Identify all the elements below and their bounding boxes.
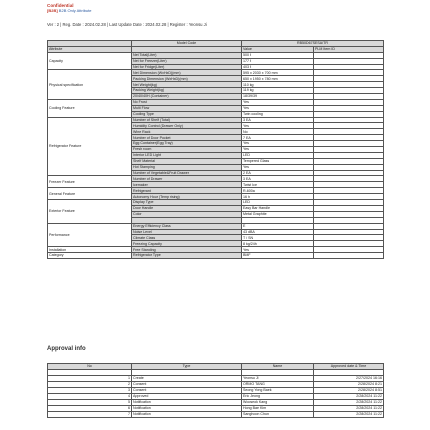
spec-value: 650 x 1950 x 780 mm [242,76,314,82]
spec-value: Tempered Glass [242,158,314,164]
spec-item: Fresh room [132,147,242,153]
spec-item: Cooling Type [132,111,242,117]
spec-item: Number of Drawer [132,176,242,182]
b2b-text: B2B Only Attribute [58,8,92,13]
spec-value: R-600a [242,188,314,194]
confidential-label: Confidential [47,3,74,8]
spec-item: Egg Container(Egg Tray) [132,141,242,147]
spec-value: Metal Graphite [242,211,314,217]
approval-date: 2/28/2024 11:22 [314,393,384,399]
spec-value: No [242,129,314,135]
spec-value: Twist Ice [242,182,314,188]
spec-value: Yes [242,141,314,147]
approval-no: 7 [48,411,132,417]
spec-category: Capacity [48,52,132,70]
approval-name: Eric Jeong [242,393,314,399]
spec-value: 7 EA [242,135,314,141]
approval-no: 3 [48,387,132,393]
approval-date: 2/28/2024 8:21 [314,381,384,387]
spec-value: E [242,223,314,229]
spec-item: Net Weight(kg) [132,82,242,88]
spec-item: Energy Efficiency Class [132,223,242,229]
approval-title: Approval info [47,346,86,352]
spec-item: Free Standing [132,247,242,253]
spec-value: Yes [242,105,314,111]
spec-value: LED [242,200,314,206]
spec-item: Hot Stamping [132,164,242,170]
spec-value: 119 kg [242,88,314,94]
approval-date: 2/28/2024 11:22 [314,399,384,405]
approval-name: Hong Bae Kim [242,405,314,411]
approval-name: ORMO TANG [242,381,314,387]
spec-value: Easy Bar Handle [242,205,314,211]
b2b-note [47,8,91,13]
spec-category: Performance [48,223,132,247]
approval-header-cell: Approved date & Time [314,364,384,370]
spec-item: Color [132,211,242,217]
spec-item: Refrigerator Type [132,253,242,259]
b2b-tag: [B2B] [47,8,58,13]
spec-item: Number of Vegetable&Fruit Drawer [132,170,242,176]
approval-type: Notification [132,399,242,405]
spec-item: Humidity Control (Drawer Only) [132,123,242,129]
spec-value: Twin cooling [242,111,314,117]
spec-item: Noise Level [132,229,242,235]
approval-name: Wooseok Kang [242,399,314,405]
spec-item: Net Total(Liter) [132,52,242,58]
spec-value: 403 ℓ [242,64,314,70]
spec-value: 110 kg [242,82,314,88]
spec-item: Net Dimension (WxHxD)(mm) [132,70,242,76]
spec-category: Category [48,253,132,259]
spec-table [47,40,384,259]
approval-type: Consent [132,387,242,393]
spec-header-cell: Attribute [48,46,132,52]
spec-item: Number of Shelf (Total) [132,117,242,123]
spec-value: 16 h [242,194,314,200]
spec-item: Display Type [132,200,242,206]
approval-date: 2/28/2024 11:22 [314,405,384,411]
spec-item: Refrigerant [132,188,242,194]
spec-category: Refrigerator Feature [48,117,132,176]
model-code-value: RB50D67SESA/TR [242,41,384,47]
spec-item: Wine Rack [132,129,242,135]
approval-name: Seong Yong Baek [242,387,314,393]
approval-header-cell: Name [242,364,314,370]
spec-header-cell: PLM Item ID [314,46,384,52]
spec-value: 3 EA [242,117,314,123]
spec-value: T / SN [242,235,314,241]
approval-name: Yeonsu Ji [242,375,314,381]
spec-value: Yes [242,99,314,105]
approval-header-cell: Type [132,364,242,370]
spec-item: Packing Dimension (WxHxD)(mm) [132,76,242,82]
spec-value: 2 EA [242,170,314,176]
spec-value: Yes [242,164,314,170]
spec-value: 3 EA [242,176,314,182]
approval-no: 1 [48,375,132,381]
approval-type: Notification [132,411,242,417]
spec-value: LED [242,152,314,158]
spec-item: Door Handle [132,205,242,211]
approval-date: 2/28/2024 11:22 [314,411,384,417]
spec-header-cell: Value [242,46,314,52]
spec-value: 18/39/39 [242,94,314,100]
spec-item: Interior LED Light [132,152,242,158]
spec-value: BMF [242,253,314,259]
spec-category: General Feature [48,188,132,200]
approval-no: 5 [48,399,132,405]
spec-item: Freezing Capacity [132,241,242,247]
spec-item: Icemaker [132,182,242,188]
spec-item: Packing Weight(kg) [132,88,242,94]
spec-item: Shelf Material [132,158,242,164]
spec-item: 20/40/40H (Container) [132,94,242,100]
approval-type: Approved [132,393,242,399]
approval-no: 6 [48,405,132,411]
document-meta: Ver : 2 | Reg. Date : 2024.02.28 | Last Update Date : 2024.02.28 | Register : Yeonsu Ji [47,22,207,27]
approval-date: 2/28/2024 8:51 [314,387,384,393]
spec-row [48,253,384,259]
spec-item: Net for Freezer(Liter) [132,58,242,64]
approval-name: Sanghoon Chun [242,411,314,417]
spec-category: Physical specification [48,70,132,99]
spec-value: 595 x 2030 x 700 mm [242,70,314,76]
approval-no: 4 [48,393,132,399]
spec-item: Autonomy Hour (Temp rising) [132,194,242,200]
spec-value: 43 dBA [242,229,314,235]
spec-category: Installation [48,247,132,253]
approval-no: 2 [48,381,132,387]
approval-date: 2/27/2024 16:16 [314,375,384,381]
spec-value: 177 ℓ [242,58,314,64]
spec-item: Climate Class [132,235,242,241]
spec-value: 8 kg/24h [242,241,314,247]
spec-item: Multi Flow [132,105,242,111]
spec-item: No Frost [132,99,242,105]
spec-category: Exterior Feature [48,200,132,224]
approval-row [48,411,384,417]
spec-value: Yes [242,147,314,153]
spec-item: Net for Fridge(Liter) [132,64,242,70]
spec-item: Number of Door Pocket [132,135,242,141]
header [47,3,91,13]
spec-value: 500 ℓ [242,52,314,58]
spec-category: Freezer Feature [48,176,132,188]
plm-item-id [314,253,384,259]
approval-type: Create [132,375,242,381]
approval-header-cell: No [48,364,132,370]
approval-table [47,363,384,418]
approval-type: Notification [132,405,242,411]
model-code-label: Model Code [132,41,242,47]
spec-category: Cooling Feature [48,99,132,117]
spec-value: Yes [242,123,314,129]
spec-value: Yes [242,247,314,253]
approval-type: Consent [132,381,242,387]
